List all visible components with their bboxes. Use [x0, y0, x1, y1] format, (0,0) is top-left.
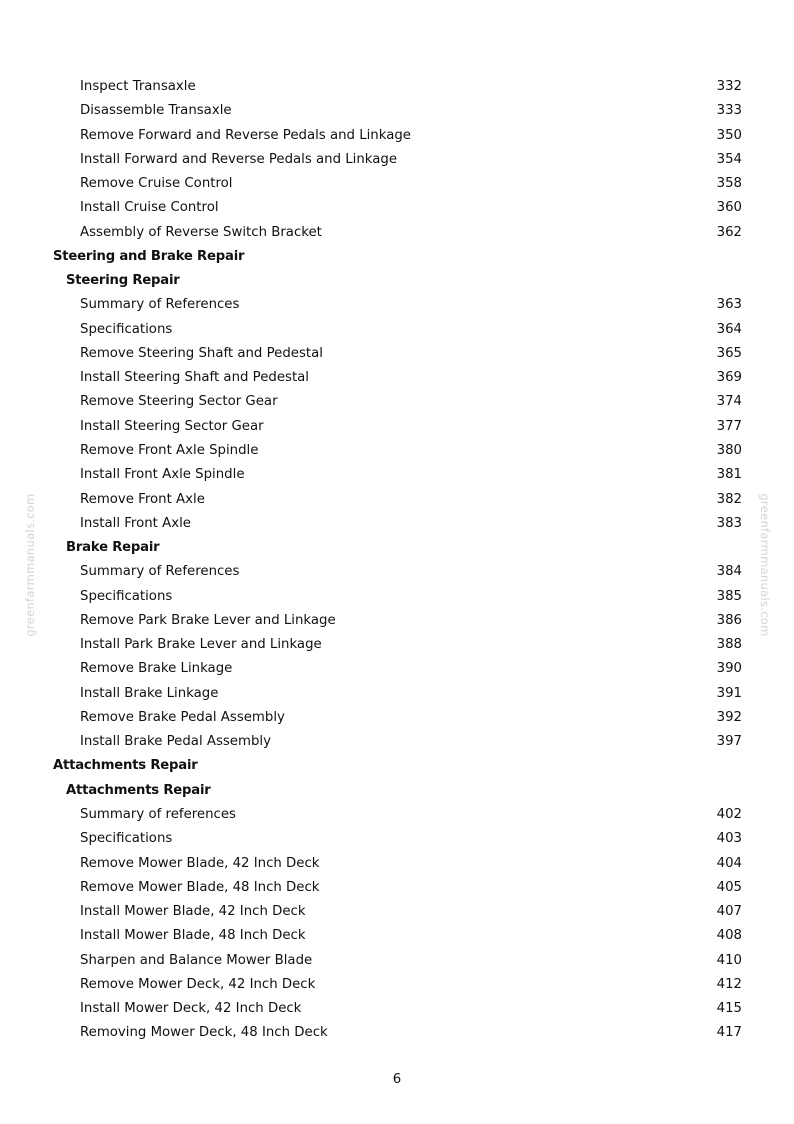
toc-entry-page: 332 [716, 79, 742, 94]
toc-entry-page: 363 [716, 297, 742, 313]
toc-entry[interactable] [0, 172, 794, 196]
toc-entry[interactable] [0, 342, 794, 366]
toc-entry-page: 412 [716, 976, 742, 992]
toc-entry-title: Install Steering Shaft and Pedestal [80, 370, 310, 386]
toc-entry[interactable] [0, 706, 794, 730]
watermark-right: greenfarmmanuals.com [758, 493, 772, 637]
toc-entry-page: 408 [716, 928, 742, 944]
toc-entry-title: Inspect Transaxle [80, 79, 196, 94]
toc-entry[interactable] [0, 293, 794, 317]
toc-entry[interactable] [0, 803, 794, 827]
toc-entry-title: Install Brake Linkage [80, 685, 219, 701]
toc-entry-title: Install Steering Sector Gear [80, 418, 264, 434]
toc-entry-title: Summary of References [80, 297, 240, 313]
toc-entry[interactable] [0, 560, 794, 584]
toc-entry-title: Remove Front Axle [80, 491, 205, 507]
toc-entry-page: 377 [716, 418, 742, 434]
toc-entry-title: Brake Repair [66, 540, 160, 556]
toc-entry-page: 386 [716, 612, 742, 628]
toc-entry[interactable] [0, 997, 794, 1021]
toc-entry-title: Specifications [80, 321, 173, 337]
toc-entry-page: 417 [716, 1025, 742, 1041]
toc-entry[interactable] [0, 609, 794, 633]
toc-entry[interactable] [0, 488, 794, 512]
toc-entry-page: 385 [716, 588, 742, 604]
toc-entry-title: Specifications [80, 588, 173, 604]
toc-entry-page: 404 [716, 855, 742, 871]
toc-entry-page: 358 [716, 176, 742, 192]
toc-subsection-heading[interactable] [0, 269, 794, 293]
toc-entry-page: 354 [716, 151, 742, 167]
toc-subsection-heading[interactable] [0, 536, 794, 560]
toc-subsection-heading[interactable] [0, 779, 794, 803]
toc-entry-title: Remove Steering Sector Gear [80, 394, 278, 410]
toc-entry-page: 333 [716, 103, 742, 119]
toc-entry-title: Remove Front Axle Spindle [80, 442, 259, 458]
toc-entry-title: Summary of references [80, 806, 236, 822]
toc-entry-title: Removing Mower Deck, 48 Inch Deck [80, 1025, 328, 1041]
toc-entry-title: Remove Brake Linkage [80, 661, 233, 677]
toc-section-heading[interactable] [0, 245, 794, 269]
toc-entry-title: Attachments Repair [66, 782, 211, 798]
toc-section-heading[interactable] [0, 754, 794, 778]
toc-entry-page: 403 [716, 831, 742, 847]
toc-entry-title: Remove Park Brake Lever and Linkage [80, 612, 336, 628]
toc-entry-page: 402 [716, 806, 742, 822]
toc-entry-page: 365 [716, 345, 742, 361]
toc-entry-title: Steering Repair [66, 273, 180, 289]
toc-entry-page: 350 [716, 127, 742, 143]
toc-entry-title: Remove Mower Blade, 48 Inch Deck [80, 879, 320, 895]
toc-entry-title: Disassemble Transaxle [80, 103, 232, 119]
toc-entry[interactable] [0, 585, 794, 609]
toc-entry-title: Remove Brake Pedal Assembly [80, 709, 285, 725]
toc-entry[interactable] [0, 949, 794, 973]
toc-entry-title: Steering and Brake Repair [53, 248, 245, 264]
toc-entry-title: Install Park Brake Lever and Linkage [80, 637, 322, 653]
toc-entry-title: Install Cruise Control [80, 200, 219, 216]
toc-entry-page: 397 [716, 734, 742, 750]
watermark-left: greenfarmmanuals.com [23, 493, 37, 637]
toc-entry-page: 380 [716, 442, 742, 458]
toc-entry[interactable] [0, 318, 794, 342]
table-of-contents [0, 75, 794, 1046]
toc-entry[interactable] [0, 221, 794, 245]
toc-entry-title: Remove Mower Deck, 42 Inch Deck [80, 976, 316, 992]
toc-entry-page: 383 [716, 515, 742, 531]
toc-entry-page: 405 [716, 879, 742, 895]
page-number: 6 [392, 1072, 402, 1087]
toc-entry-title: Remove Steering Shaft and Pedestal [80, 345, 323, 361]
toc-entry[interactable] [0, 924, 794, 948]
toc-entry-page: 364 [716, 321, 742, 337]
toc-entry[interactable] [0, 1021, 794, 1045]
toc-entry-page: 360 [716, 200, 742, 216]
toc-entry[interactable] [0, 415, 794, 439]
toc-entry[interactable] [0, 682, 794, 706]
toc-entry-title: Attachments Repair [53, 758, 198, 774]
toc-entry-title: Install Mower Blade, 42 Inch Deck [80, 904, 306, 920]
toc-entry-page: 388 [716, 637, 742, 653]
toc-entry-title: Install Mower Blade, 48 Inch Deck [80, 928, 306, 944]
toc-entry-title: Install Front Axle Spindle [80, 467, 245, 483]
toc-entry-page: 407 [716, 904, 742, 920]
toc-entry-title: Install Forward and Reverse Pedals and Linkage [80, 151, 398, 167]
toc-entry-page: 369 [716, 370, 742, 386]
toc-entry-page: 410 [716, 952, 742, 968]
toc-entry[interactable] [0, 876, 794, 900]
toc-entry[interactable] [0, 196, 794, 220]
toc-entry-page: 382 [716, 491, 742, 507]
toc-entry[interactable] [0, 973, 794, 997]
toc-entry-title: Summary of References [80, 564, 240, 580]
toc-entry-page: 391 [716, 685, 742, 701]
toc-entry-title: Sharpen and Balance Mower Blade [80, 952, 313, 968]
toc-entry-page: 392 [716, 709, 742, 725]
toc-entry-page: 381 [716, 467, 742, 483]
toc-entry[interactable] [0, 148, 794, 172]
toc-entry[interactable] [0, 657, 794, 681]
toc-entry[interactable] [0, 124, 794, 148]
toc-entry-page: 374 [716, 394, 742, 410]
toc-entry-title: Install Front Axle [80, 515, 191, 531]
toc-entry[interactable] [0, 633, 794, 657]
toc-entry-title: Remove Cruise Control [80, 176, 233, 192]
toc-entry[interactable] [0, 730, 794, 754]
toc-entry-page: 362 [716, 224, 742, 240]
toc-entry-title: Install Brake Pedal Assembly [80, 734, 271, 750]
toc-entry[interactable] [0, 852, 794, 876]
toc-entry[interactable] [0, 463, 794, 487]
toc-entry[interactable] [0, 75, 794, 99]
toc-entry[interactable] [0, 390, 794, 414]
toc-entry[interactable] [0, 900, 794, 924]
toc-entry-title: Assembly of Reverse Switch Bracket [80, 224, 322, 240]
toc-entry-title: Remove Mower Blade, 42 Inch Deck [80, 855, 320, 871]
toc-entry-title: Remove Forward and Reverse Pedals and Linkage [80, 127, 411, 143]
toc-entry-page: 415 [716, 1001, 742, 1017]
toc-entry-title: Specifications [80, 831, 173, 847]
toc-entry[interactable] [0, 827, 794, 851]
toc-entry[interactable] [0, 366, 794, 390]
toc-entry[interactable] [0, 439, 794, 463]
toc-entry[interactable] [0, 512, 794, 536]
toc-entry-title: Install Mower Deck, 42 Inch Deck [80, 1001, 302, 1017]
toc-entry-page: 390 [716, 661, 742, 677]
toc-entry[interactable] [0, 99, 794, 123]
toc-entry-page: 384 [716, 564, 742, 580]
